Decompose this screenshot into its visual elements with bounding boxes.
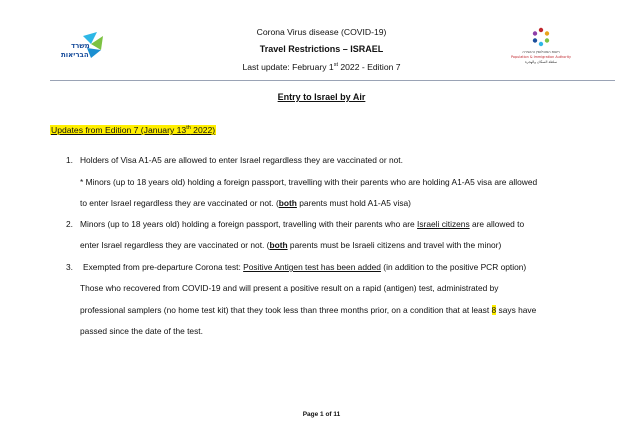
item-2-line-1: Minors (up to 18 years old) holding a foreign passport, travelling with their parents who are Israeli citizens are allowed to bbox=[80, 219, 525, 229]
logo-right-text-3: سلطة السكان والهجرة bbox=[524, 60, 558, 64]
header-disease-title: Corona Virus disease (COVID-19) bbox=[256, 27, 387, 37]
section-title: Entry to Israel by Air bbox=[277, 92, 366, 102]
header-last-update: Last update: February 1st 2022 - Edition 7 bbox=[242, 62, 401, 72]
item-2-number: 2. bbox=[66, 219, 73, 229]
page-footer: Page 1 of 11 bbox=[302, 411, 341, 418]
item-1-line-1: Holders of Visa A1-A5 are allowed to enter Israel regardless they are vaccinated or not. bbox=[80, 155, 403, 165]
header-divider bbox=[50, 80, 615, 81]
logo-right-text-2: Population & Immigration Authority bbox=[510, 55, 572, 59]
item-3-line-3: professional samplers (no home test kit) that they took less than three months prior, on a condition that at least 8 says have bbox=[80, 305, 537, 315]
logo-left-text-2: הבריאות bbox=[61, 51, 89, 59]
item-3-line-1: Exempted from pre-departure Corona test: Positive Antigen test has been added (in addition to the positive PCR option) bbox=[83, 262, 527, 272]
item-3-line-2: Those who recovered from COVID-19 and will present a positive result on a rapid (antigen) test, administrated by bbox=[80, 283, 499, 293]
item-1-line-3: to enter Israel regardless they are vaccinated or not. (both parents must hold A1-A5 visa) bbox=[80, 198, 411, 208]
header-travel-restrictions: Travel Restrictions – ISRAEL bbox=[259, 44, 384, 54]
item-1-line-2: * Minors (up to 18 years old) holding a foreign passport, travelling with their parents who are holding A1-A5 visa are allowed bbox=[80, 177, 538, 187]
logo-right-text-1: רשות האוכלוסין וההגירה bbox=[522, 50, 560, 54]
item-3-number: 3. bbox=[66, 262, 73, 272]
logo-left-text-1: משרד bbox=[71, 42, 90, 50]
item-1-number: 1. bbox=[66, 155, 73, 165]
updates-heading: Updates from Edition 7 (January 13th 2022) bbox=[51, 125, 216, 135]
item-3-line-4: passed since the date of the test. bbox=[80, 326, 203, 336]
item-2-line-2: enter Israel regardless they are vaccinated or not. (both parents must be Israeli citizens and travel with the minor) bbox=[80, 240, 502, 250]
highlighted-number: 8 bbox=[491, 305, 497, 315]
